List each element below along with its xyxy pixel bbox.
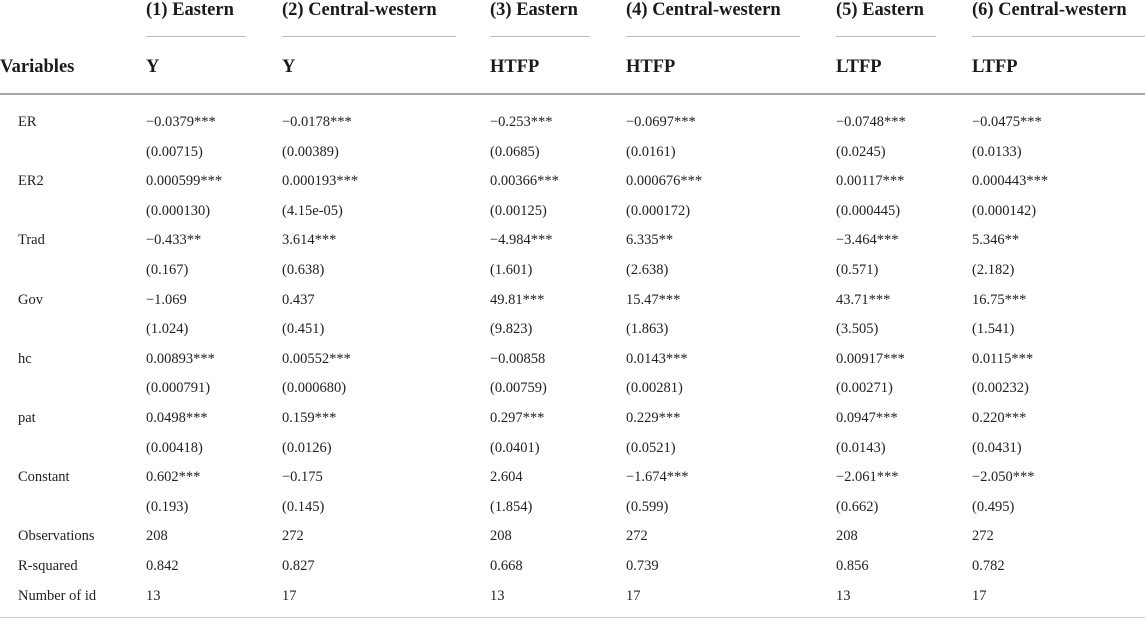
table-cell: −0.175 (282, 469, 323, 486)
table-cell: (1.601) (490, 262, 533, 278)
table-cell: 0.00366*** (490, 173, 559, 190)
table-cell: (0.00271) (836, 380, 893, 397)
table-cell: (0.0401) (490, 439, 540, 456)
row-label: Trad (18, 232, 45, 249)
row-label: Gov (18, 291, 43, 308)
table-cell: (2.182) (972, 262, 1015, 278)
table-cell: 0.0143*** (626, 350, 688, 367)
table-cell: 0.668 (490, 558, 523, 574)
table-cell: 0.0498*** (146, 410, 208, 426)
table-cell: −1.069 (146, 291, 187, 308)
dependent-variable-header: HTFP (490, 57, 540, 77)
column-group-header: (6) Central-western (972, 0, 1127, 20)
row-label: ER2 (18, 173, 44, 190)
table-cell: (0.00759) (490, 380, 547, 397)
table-cell: −0.0379*** (146, 114, 216, 130)
table-cell: (0.451) (282, 321, 325, 338)
table-cell: 43.71*** (836, 291, 891, 308)
header-rule (0, 93, 1145, 95)
column-group-header: (4) Central-western (626, 0, 781, 20)
table-cell: 6.335** (626, 232, 674, 249)
table-cell: (0.000142) (972, 202, 1037, 219)
row-label: hc (18, 350, 32, 367)
table-cell: 0.00893*** (146, 350, 215, 367)
table-cell: (0.00389) (282, 143, 339, 160)
bottom-rule (0, 617, 1145, 618)
table-cell: 0.000193*** (282, 173, 359, 190)
dependent-variable-header: HTFP (626, 57, 676, 77)
row-label: Number of id (18, 587, 97, 604)
variables-header: Variables (0, 57, 75, 77)
table-cell: (0.000680) (282, 380, 347, 397)
table-cell: (0.0431) (972, 439, 1022, 456)
table-cell: −4.984*** (490, 232, 553, 249)
table-cell: 16.75*** (972, 291, 1027, 308)
table-cell: 0.297*** (490, 410, 545, 426)
table-cell: 0.220*** (972, 410, 1027, 426)
table-cell: −0.253*** (490, 114, 553, 130)
table-cell: (0.000445) (836, 202, 901, 219)
table-cell: (0.0245) (836, 143, 886, 160)
table-cell: (0.495) (972, 498, 1015, 515)
table-cell: 17 (626, 587, 641, 604)
row-label: pat (18, 410, 36, 426)
table-cell: 2.604 (490, 469, 523, 486)
row-label: R-squared (18, 558, 78, 574)
table-cell: 0.437 (282, 291, 315, 308)
table-cell: −0.0748*** (836, 114, 906, 130)
table-cell: 0.782 (972, 558, 1005, 574)
table-cell: −0.00858 (490, 350, 546, 367)
column-group-rule (490, 36, 590, 37)
table-cell: 0.0947*** (836, 410, 898, 426)
table-cell: 3.614*** (282, 232, 337, 249)
table-cell: 208 (836, 528, 858, 545)
table-cell: (0.000172) (626, 202, 691, 219)
table-cell: 0.827 (282, 558, 315, 574)
table-cell: 0.739 (626, 558, 659, 574)
table-cell: 0.000676*** (626, 173, 703, 190)
table-cell: 0.602*** (146, 469, 201, 486)
column-group-rule (972, 36, 1145, 37)
table-cell: 208 (146, 528, 168, 545)
table-cell: 17 (972, 587, 987, 604)
table-cell: 0.159*** (282, 410, 337, 426)
table-cell: 5.346** (972, 232, 1020, 249)
column-group-header: (3) Eastern (490, 0, 578, 20)
table-cell: −2.061*** (836, 469, 899, 486)
table-cell: (2.638) (626, 262, 669, 278)
table-cell: (0.000791) (146, 380, 211, 397)
table-cell: (0.00715) (146, 143, 203, 160)
table-cell: 13 (490, 587, 505, 604)
table-cell: (0.0521) (626, 439, 676, 456)
table-cell: (0.0133) (972, 143, 1022, 160)
table-cell: 0.229*** (626, 410, 681, 426)
table-cell: (0.638) (282, 262, 325, 278)
table-cell: (1.024) (146, 321, 189, 338)
table-cell: (4.15e-05) (282, 202, 343, 219)
table-cell: (0.167) (146, 262, 189, 278)
table-cell: (1.854) (490, 498, 533, 515)
table-cell: (0.00232) (972, 380, 1029, 397)
table-cell: 208 (490, 528, 512, 545)
column-group-rule (146, 36, 246, 37)
table-cell: (0.00125) (490, 202, 547, 219)
table-cell: (0.0126) (282, 439, 332, 456)
column-group-header: (1) Eastern (146, 0, 234, 20)
table-cell: (1.541) (972, 321, 1015, 338)
table-cell: 0.000443*** (972, 173, 1049, 190)
column-group-header: (5) Eastern (836, 0, 924, 20)
table-cell: 15.47*** (626, 291, 681, 308)
table-cell: (0.000130) (146, 202, 211, 219)
row-label: Constant (18, 469, 70, 486)
table-cell: (0.662) (836, 498, 879, 515)
table-cell: 13 (146, 587, 161, 604)
table-cell: (9.823) (490, 321, 533, 338)
table-cell: 49.81*** (490, 291, 545, 308)
dependent-variable-header: Y (282, 57, 296, 77)
table-cell: 0.856 (836, 558, 869, 574)
table-cell: 0.00117*** (836, 173, 905, 190)
table-cell: (0.0685) (490, 143, 540, 160)
table-cell: 272 (972, 528, 994, 545)
table-cell: 272 (626, 528, 648, 545)
table-cell: −0.0697*** (626, 114, 696, 130)
row-label: Observations (18, 528, 95, 545)
column-group-rule (626, 36, 800, 37)
table-cell: (0.193) (146, 498, 189, 515)
table-cell: (0.0143) (836, 439, 886, 456)
table-cell: 272 (282, 528, 304, 545)
table-cell: (0.00418) (146, 439, 203, 456)
dependent-variable-header: LTFP (836, 57, 882, 77)
table-cell: 0.00917*** (836, 350, 905, 367)
table-cell: −2.050*** (972, 469, 1035, 486)
table-cell: −0.0178*** (282, 114, 352, 130)
table-cell: 0.000599*** (146, 173, 223, 190)
table-cell: 0.842 (146, 558, 179, 574)
column-group-header: (2) Central-western (282, 0, 437, 20)
column-group-rule (282, 36, 456, 37)
table-cell: (0.145) (282, 498, 325, 515)
table-cell: (1.863) (626, 321, 669, 338)
column-group-rule (836, 36, 936, 37)
table-cell: −3.464*** (836, 232, 899, 249)
table-cell: 17 (282, 587, 297, 604)
table-cell: (0.0161) (626, 143, 676, 160)
table-cell: −0.0475*** (972, 114, 1042, 130)
table-cell: (0.571) (836, 262, 879, 278)
row-label: ER (18, 114, 37, 130)
table-cell: (0.599) (626, 498, 669, 515)
dependent-variable-header: LTFP (972, 57, 1018, 77)
table-cell: 13 (836, 587, 851, 604)
dependent-variable-header: Y (146, 57, 160, 77)
table-cell: −1.674*** (626, 469, 689, 486)
table-cell: (3.505) (836, 321, 879, 338)
table-cell: 0.0115*** (972, 350, 1034, 367)
table-cell: (0.00281) (626, 380, 683, 397)
table-cell: −0.433** (146, 232, 202, 249)
table-cell: 0.00552*** (282, 350, 351, 367)
